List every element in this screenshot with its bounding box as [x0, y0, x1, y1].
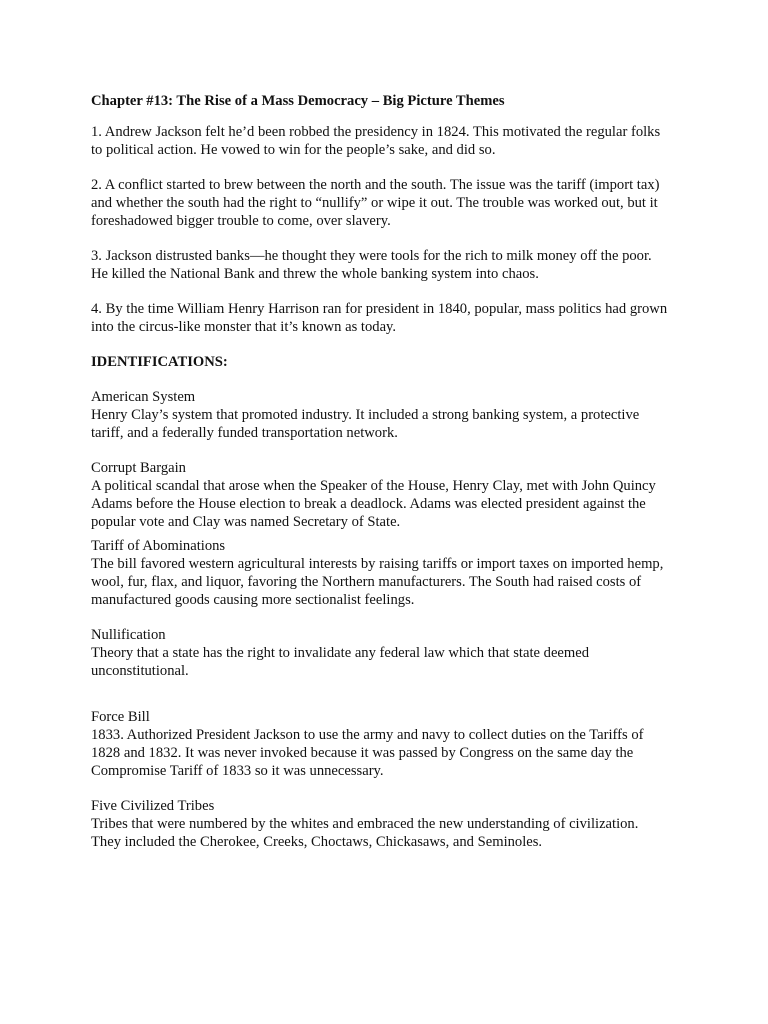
term-definition: Theory that a state has the right to invalidate any federal law which that state deemed unconstitutional.	[91, 645, 590, 679]
term-definition: Tribes that were numbered by the whites and embraced the new understanding of civilization. They included the Cherokee, Creeks, Choctaws, Chickasaws, and Seminoles.	[91, 816, 639, 850]
term-force-bill	[91, 708, 671, 780]
term-name: Tariff of Abominations	[91, 538, 226, 554]
term-five-civilized-tribes	[91, 797, 671, 851]
term-tariff-of-abominations	[91, 537, 671, 609]
term-definition: Henry Clay’s system that promoted industry. It included a strong banking system, a protective tariff, and a federally funded transportation network.	[91, 407, 640, 441]
theme-paragraph-3: 3. Jackson distrusted banks—he thought they were tools for the rich to milk money off the poor. He killed the National Bank and threw the whole banking system into chaos.	[91, 248, 652, 282]
term-american-system	[91, 388, 671, 442]
theme-paragraph-4: 4. By the time William Henry Harrison ran for president in 1840, popular, mass politics had grown into the circus-like monster that it’s known as today.	[91, 301, 668, 335]
term-definition: 1833. Authorized President Jackson to use the army and navy to collect duties on the Tariffs of 1828 and 1832. It was never invoked because it was passed by Congress on the same day the Compromise Tariff of 1833 so it was unnecessary.	[91, 727, 644, 779]
term-definition: The bill favored western agricultural interests by raising tariffs or import taxes on imported hemp, wool, fur, flax, and liquor, favoring the Northern manufacturers. The South had raised costs of manufactured goods causing more sectionalist feelings.	[91, 556, 664, 608]
term-name: Force Bill	[91, 709, 150, 725]
term-name: Five Civilized Tribes	[91, 798, 215, 814]
document-page	[91, 92, 671, 868]
identifications-heading: IDENTIFICATIONS:	[91, 354, 228, 370]
term-definition: A political scandal that arose when the Speaker of the House, Henry Clay, met with John Quincy Adams before the House election to break a deadlock. Adams was elected president against the popular vote and Clay was named Secretary of State.	[91, 478, 656, 530]
term-nullification	[91, 626, 671, 680]
term-corrupt-bargain	[91, 459, 671, 531]
term-name: Corrupt Bargain	[91, 460, 186, 476]
document-title: Chapter #13: The Rise of a Mass Democracy – Big Picture Themes	[91, 93, 505, 109]
term-name: Nullification	[91, 627, 166, 643]
theme-paragraph-1: 1. Andrew Jackson felt he’d been robbed the presidency in 1824. This motivated the regular folks to political action. He vowed to win for the people’s sake, and did so.	[91, 124, 661, 158]
term-name: American System	[91, 389, 196, 405]
theme-paragraph-2: 2. A conflict started to brew between the north and the south. The issue was the tariff (import tax) and whether the south had the right to “nullify” or wipe it out. The trouble was worked out, but it foreshadowed bigger trouble to come, over slavery.	[91, 177, 660, 229]
